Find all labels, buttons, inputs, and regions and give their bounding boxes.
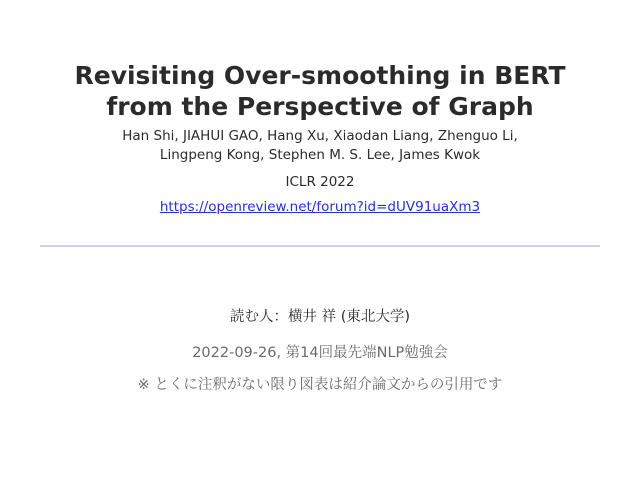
citation-note: ※ とくに注釈がない限り図表は紹介論文からの引用です [137, 377, 503, 393]
paper-title [0, 60, 640, 122]
paper-title-line2: from the Perspective of Graph [106, 92, 534, 121]
authors-line2: Lingpeng Kong, Stephen M. S. Lee, James Kwok [159, 147, 481, 163]
authors-line1: Han Shi, JIAHUI GAO, Hang Xu, Xiaodan Liang, Zhenguo Li, [122, 128, 518, 144]
paper-title-line1: Revisiting Over-smoothing in BERT [74, 61, 566, 90]
paper-venue: ICLR 2022 [285, 174, 355, 190]
openreview-link[interactable]: https://openreview.net/forum?id=dUV91uaXm3 [159, 199, 481, 215]
paper-authors [0, 127, 640, 165]
presenter-info: 読む人：横井 祥 (東北大学) [229, 309, 411, 325]
event-date: 2022-09-26, 第14回最先端NLP勉強会 [192, 345, 448, 361]
section-divider [40, 245, 600, 247]
